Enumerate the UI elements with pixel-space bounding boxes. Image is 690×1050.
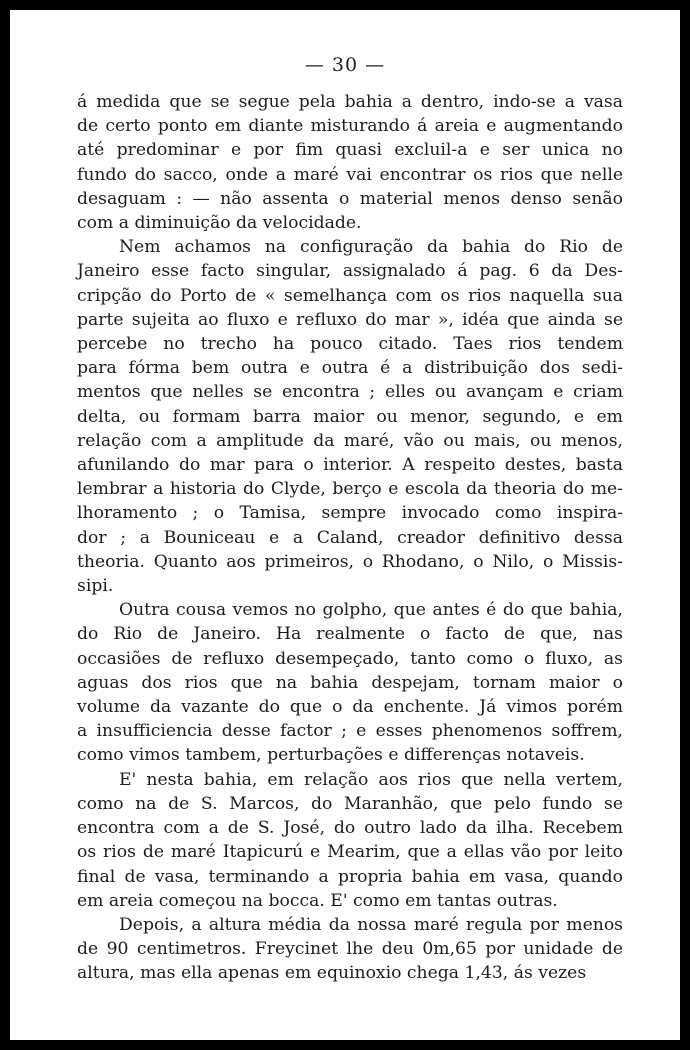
paragraph-5 <box>77 913 623 986</box>
text-line: á medida que se segue pela bahia a dentro, indo-se a vasa <box>77 92 623 112</box>
text-line: sipi. <box>77 576 114 597</box>
text-line: mentos que nelles se encontra ; elles ou avançam e criam <box>77 382 623 403</box>
text-line: cripção do Porto de « semelhança com os rios naquella sua <box>77 285 623 306</box>
text-line: os rios de maré Itapicurú e Mearim, que a ellas vão por leito <box>77 842 623 863</box>
book-page <box>10 10 680 1040</box>
text-line: occasiões de refluxo desempeçado, tanto como o fluxo, as <box>77 648 623 669</box>
text-line: altura, mas ella apenas em equinoxio chega 1,43, ás vezes <box>77 963 587 984</box>
text-line: percebe no trecho ha pouco citado. Taes rios tendem <box>77 334 623 355</box>
text-line: E' nesta bahia, em relação aos rios que nella vertem, <box>119 769 623 790</box>
text-line: delta, ou formam barra maior ou menor, segundo, e em <box>77 406 623 427</box>
text-line: Depois, a altura média da nossa maré regula por menos <box>119 914 623 935</box>
text-line: volume da vazante do que o da enchente. Já vimos porém <box>77 697 623 718</box>
page-number-header: — 30 — <box>304 54 386 76</box>
text-line: até predominar e por fim quasi excluil-a e ser unica no <box>77 140 623 161</box>
text-line: encontra com a de S. José, do outro lado da ilha. Recebem <box>77 818 623 839</box>
paragraph-2 <box>77 235 623 598</box>
text-line: lhoramento ; o Tamisa, sempre invocado como inspira- <box>77 503 623 524</box>
text-line: lembrar a historia do Clyde, berço e escola da theoria do me- <box>77 479 623 500</box>
text-line: de certo ponto em diante misturando á areia e augmentando <box>77 116 623 137</box>
text-line: com a diminuição da velocidade. <box>77 213 362 234</box>
text-line: desaguam : — não assenta o material menos denso senão <box>77 188 623 209</box>
paragraph-1 <box>77 90 623 235</box>
text-line: para fórma bem outra e outra é a distribuição dos sedi- <box>77 358 623 379</box>
text-line: relação com a amplitude da maré, vão ou mais, ou menos, <box>77 430 623 451</box>
text-line: aguas dos rios que na bahia despejam, tornam maior o <box>77 672 623 693</box>
text-line: dor ; a Bouniceau e a Caland, creador definitivo dessa <box>77 527 623 548</box>
text-line: theoria. Quanto aos primeiros, o Rhodano, o Nilo, o Missis- <box>77 551 623 572</box>
body-text <box>77 90 623 986</box>
paragraph-4 <box>77 768 623 913</box>
text-line: Outra cousa vemos no golpho, que antes é do que bahia, <box>119 600 623 621</box>
text-line: como na de S. Marcos, do Maranhão, que pelo fundo se <box>77 793 623 814</box>
text-line: final de vasa, terminando a propria bahia em vasa, quando <box>77 866 623 887</box>
text-line: Nem achamos na configuração da bahia do Rio de <box>119 237 623 258</box>
text-line: a insufficiencia desse factor ; e esses phenomenos soffrem, <box>77 721 623 742</box>
paragraph-3 <box>77 598 623 767</box>
text-line: do Rio de Janeiro. Ha realmente o facto de que, nas <box>77 624 623 645</box>
text-line: afunilando do mar para o interior. A respeito destes, basta <box>77 455 623 476</box>
text-line: como vimos tambem, perturbações e differenças notaveis. <box>77 745 585 766</box>
text-line: Janeiro esse facto singular, assignalado á pag. 6 da Des- <box>77 261 623 282</box>
text-line: parte sujeita ao fluxo e refluxo do mar », idéa que ainda se <box>77 309 623 330</box>
text-line: em areia começou na bocca. E' como em tantas outras. <box>77 890 558 911</box>
text-line: fundo do sacco, onde a maré vai encontrar os rios que nelle <box>77 164 623 185</box>
text-line: de 90 centimetros. Freycinet lhe deu 0m,65 por unidade de <box>77 939 623 960</box>
